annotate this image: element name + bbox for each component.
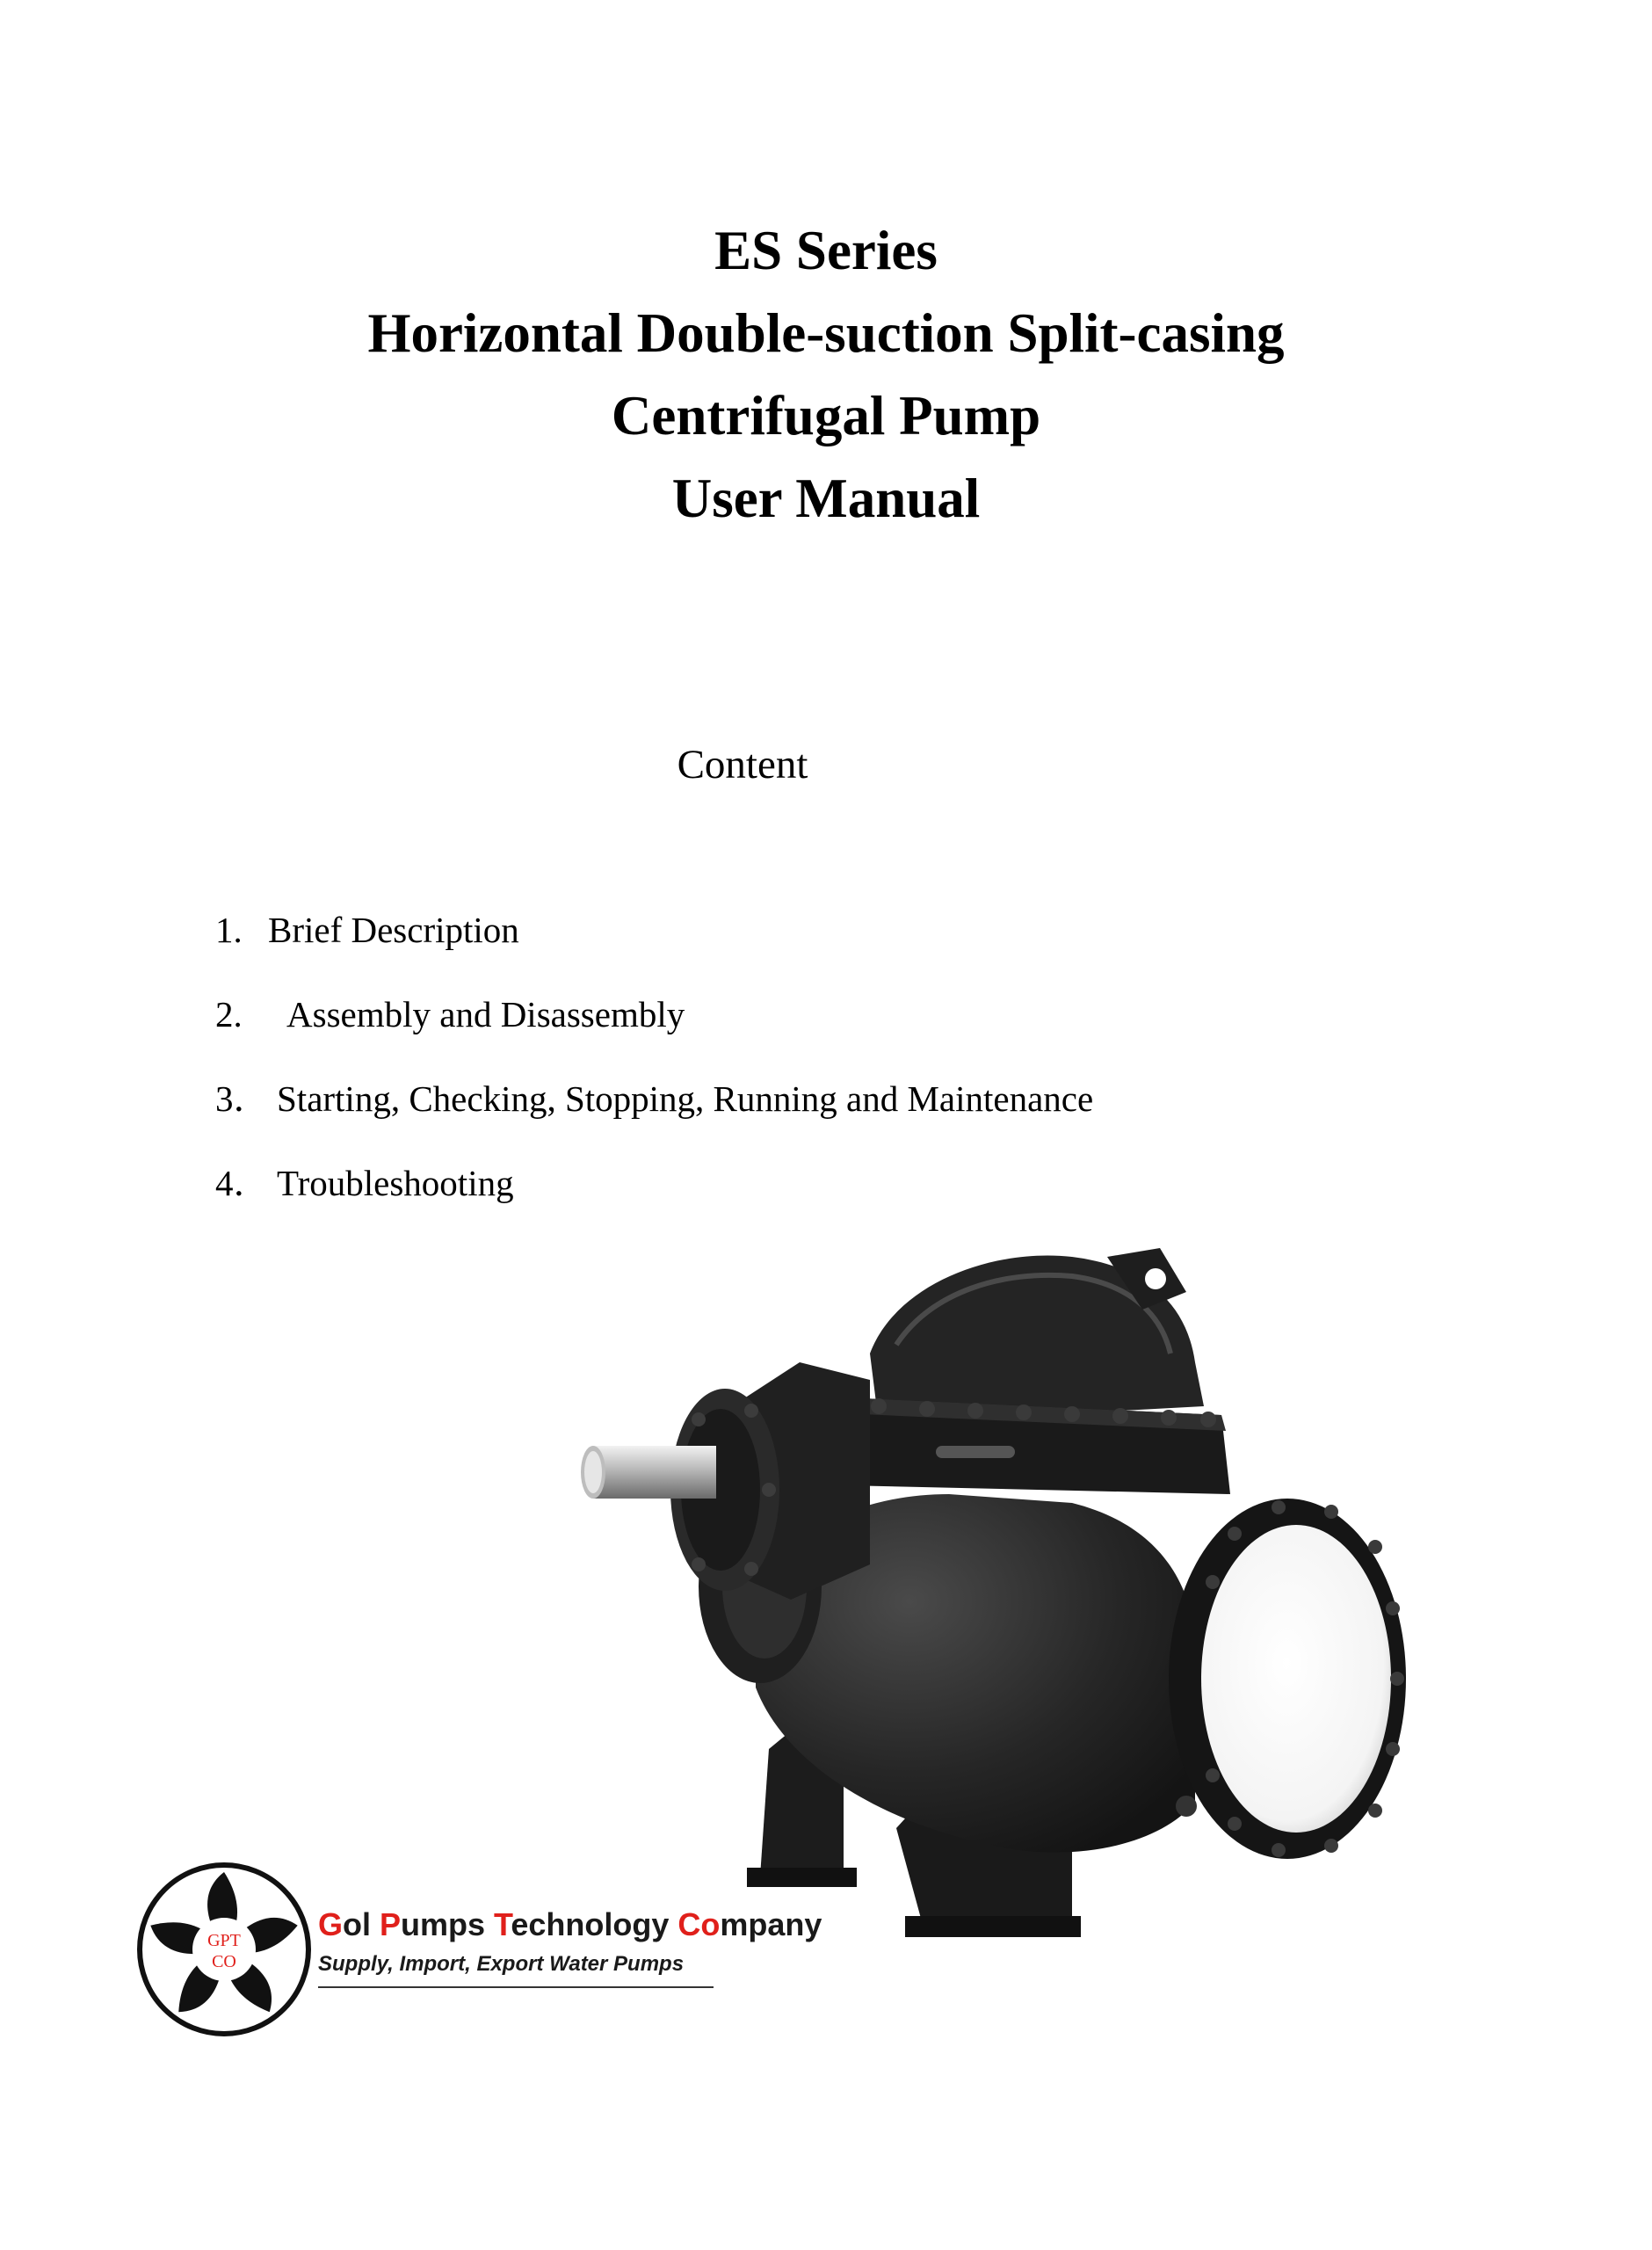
- title-pump-type: Horizontal Double-suction Split-casing: [367, 302, 1285, 364]
- title-series: ES Series: [714, 220, 938, 281]
- toc-label: Troubleshooting: [277, 1163, 514, 1203]
- toc-label: Starting, Checking, Stopping, Running and Maintenance: [277, 1078, 1094, 1119]
- logo-text-bottom: CO: [212, 1952, 236, 1971]
- title-pump-kind: Centrifugal Pump: [611, 385, 1041, 446]
- company-name-part: mpany: [720, 1906, 822, 1942]
- company-name-part: umps: [401, 1906, 495, 1942]
- document-title: [0, 209, 1652, 540]
- table-of-contents: [215, 908, 1093, 1245]
- company-name-part: ol: [343, 1906, 380, 1942]
- logo-text-top: GPT: [207, 1931, 241, 1950]
- toc-number: 1.: [215, 910, 243, 950]
- company-name: [318, 1905, 822, 1944]
- company-name-part: T: [494, 1906, 511, 1942]
- toc-number: 4．: [215, 1163, 270, 1203]
- tagline-underline: [318, 1986, 714, 1988]
- company-name-part: P: [380, 1906, 402, 1942]
- centrifugal-pump-illustration: [580, 1230, 1406, 1951]
- toc-label: Assembly and Disassembly: [286, 994, 685, 1034]
- company-name-part: echnology: [511, 1906, 678, 1942]
- company-name-part: G: [318, 1906, 344, 1942]
- content-heading: Content: [677, 742, 808, 788]
- toc-item-brief-description[interactable]: [215, 908, 1093, 992]
- company-logo-icon: [136, 1862, 312, 2037]
- toc-number: 3．: [215, 1078, 270, 1119]
- company-name-part: Co: [677, 1906, 721, 1942]
- toc-number: 2.: [215, 994, 243, 1034]
- toc-item-operation[interactable]: [215, 1077, 1093, 1161]
- toc-label: Brief Description: [268, 910, 519, 950]
- company-tagline: Supply, Import, Export Water Pumps: [318, 1952, 685, 1976]
- toc-item-assembly[interactable]: [215, 992, 1093, 1077]
- title-manual: User Manual: [671, 468, 981, 529]
